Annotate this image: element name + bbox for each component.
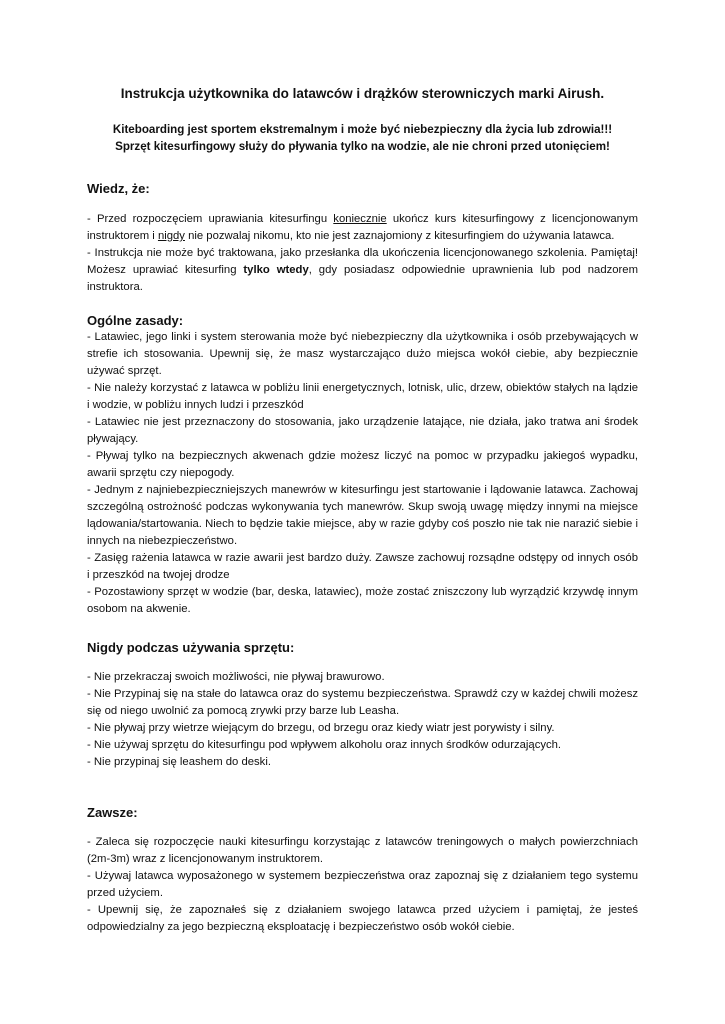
list-item: - Zaleca się rozpoczęcie nauki kitesurfingu korzystając z latawców treningowych o małych powierzchniach (2m-3m) wraz z licencjonowanym instruktorem. [87,836,638,865]
section-heading-wiedz: Wiedz, że: [87,181,150,196]
section-body-ogolne-zasady [87,329,638,618]
section-heading-zawsze: Zawsze: [87,805,138,820]
list-item: - Latawiec, jego linki i system sterowania może być niebezpieczny dla użytkownika i osób przebywających w strefie ich stosowania. Upewnij się, że masz wystarczająco dużo miejsca wokół ciebie, aby bezpiecznie używać sprzęt. [87,331,638,377]
section-heading-ogolne-zasady: Ogólne zasady: [87,313,184,328]
list-item: - Używaj latawca wyposażonego w systemem bezpieczeństwa oraz zapoznaj się z działaniem tego systemu przed użyciem. [87,870,638,899]
list-item: - Jednym z najniebezpieczniejszych manewrów w kitesurfingu jest startowanie i lądowanie latawca. Zachowaj szczególną ostrożność podczas wykonywania tych manewrów. Skup swoją uwagę między innymi na miejsce lądowania/startowania. Niech to będzie takie miejsce, aby w razie gdyby coś poszło nie tak nie narazić siebie i innych na niebezpieczeństwo. [87,484,638,547]
list-item: - Nie przekraczaj swoich możliwości, nie pływaj brawurowo. [87,671,385,683]
list-item: - Nie należy korzystać z latawca w pobliżu linii energetycznych, lotnisk, ulic, drzew, obiektów stałych na lądzie i wodzie, w pobliżu innych ludzi i przeszkód [87,382,638,411]
warning-line-2: Sprzęt kitesurfingowy służy do pływania tylko na wodzie, ale nie chroni przed utonięciem! [115,140,610,153]
list-item: - Pozostawiony sprzęt w wodzie (bar, deska, latawiec), może zostać zniszczony lub wyrządzić krzywdę innym osobom na akwenie. [87,586,638,615]
warning-block [87,121,638,155]
list-item: - Latawiec nie jest przeznaczony do stosowania, jako urządzenie latające, nie działa, jako tratwa ani środek pływający. [87,416,638,445]
bold-phrase: tylko wtedy [243,264,309,276]
section-heading-nigdy: Nigdy podczas używania sprzętu: [87,640,295,655]
section-body-wiedz [87,211,638,296]
list-item: - Pływaj tylko na bezpiecznych akwenach gdzie możesz liczyć na pomoc w przypadku jakiegoś wypadku, awarii sprzętu czy niepogody. [87,450,638,479]
paragraph: - Instrukcja nie może być traktowana, jako przesłanka dla ukończenia licencjonowanego szkolenia. Pamiętaj! Możesz uprawiać kitesurfing tylko wtedy, gdy posiadasz odpowiednie uprawnienia lub pod nadzorem instruktora. [87,247,638,293]
warning-line-1: Kiteboarding jest sportem ekstremalnym i może być niebezpieczny dla życia lub zdrowia!!! [112,123,613,136]
underlined-word: koniecznie [333,213,387,225]
list-item: - Nie pływaj przy wietrze wiejącym do brzegu, od brzegu oraz kiedy wiatr jest porywisty i silny. [87,722,555,734]
list-item: - Zasięg rażenia latawca w razie awarii jest bardzo duży. Zawsze zachowuj rozsądne odstępy od innych osób i przeszkód na twojej drodze [87,552,638,581]
paragraph: - Przed rozpoczęciem uprawiania kitesurfingu koniecznie ukończ kurs kitesurfingowy z licencjonowanym instruktorem i nigdy nie pozwalaj nikomu, kto nie jest zaznajomiony z kitesurfingiem do używania latawca. [87,213,638,242]
list-item: - Upewnij się, że zapoznałeś się z działaniem swojego latawca przed użyciem i pamiętaj, że jesteś odpowiedzialny za jego bezpieczną eksploatację i bezpieczeństwo osób wokół ciebie. [87,904,638,933]
list-item: - Nie używaj sprzętu do kitesurfingu pod wpływem alkoholu oraz innych środków odurzających. [87,739,562,751]
list-item: - Nie przypinaj się leashem do deski. [87,756,271,768]
section-body-zawsze [87,834,638,936]
underlined-word: nigdy [157,230,185,242]
section-body-nigdy [87,669,638,771]
document-title: Instrukcja użytkownika do latawców i drążków sterowniczych marki Airush. [120,86,605,101]
list-item: - Nie Przypinaj się na stałe do latawca oraz do systemu bezpieczeństwa. Sprawdź czy w każdej chwili możesz się od niego uwolnić za pomocą zrywki przy barze lub Leasha. [87,688,638,717]
